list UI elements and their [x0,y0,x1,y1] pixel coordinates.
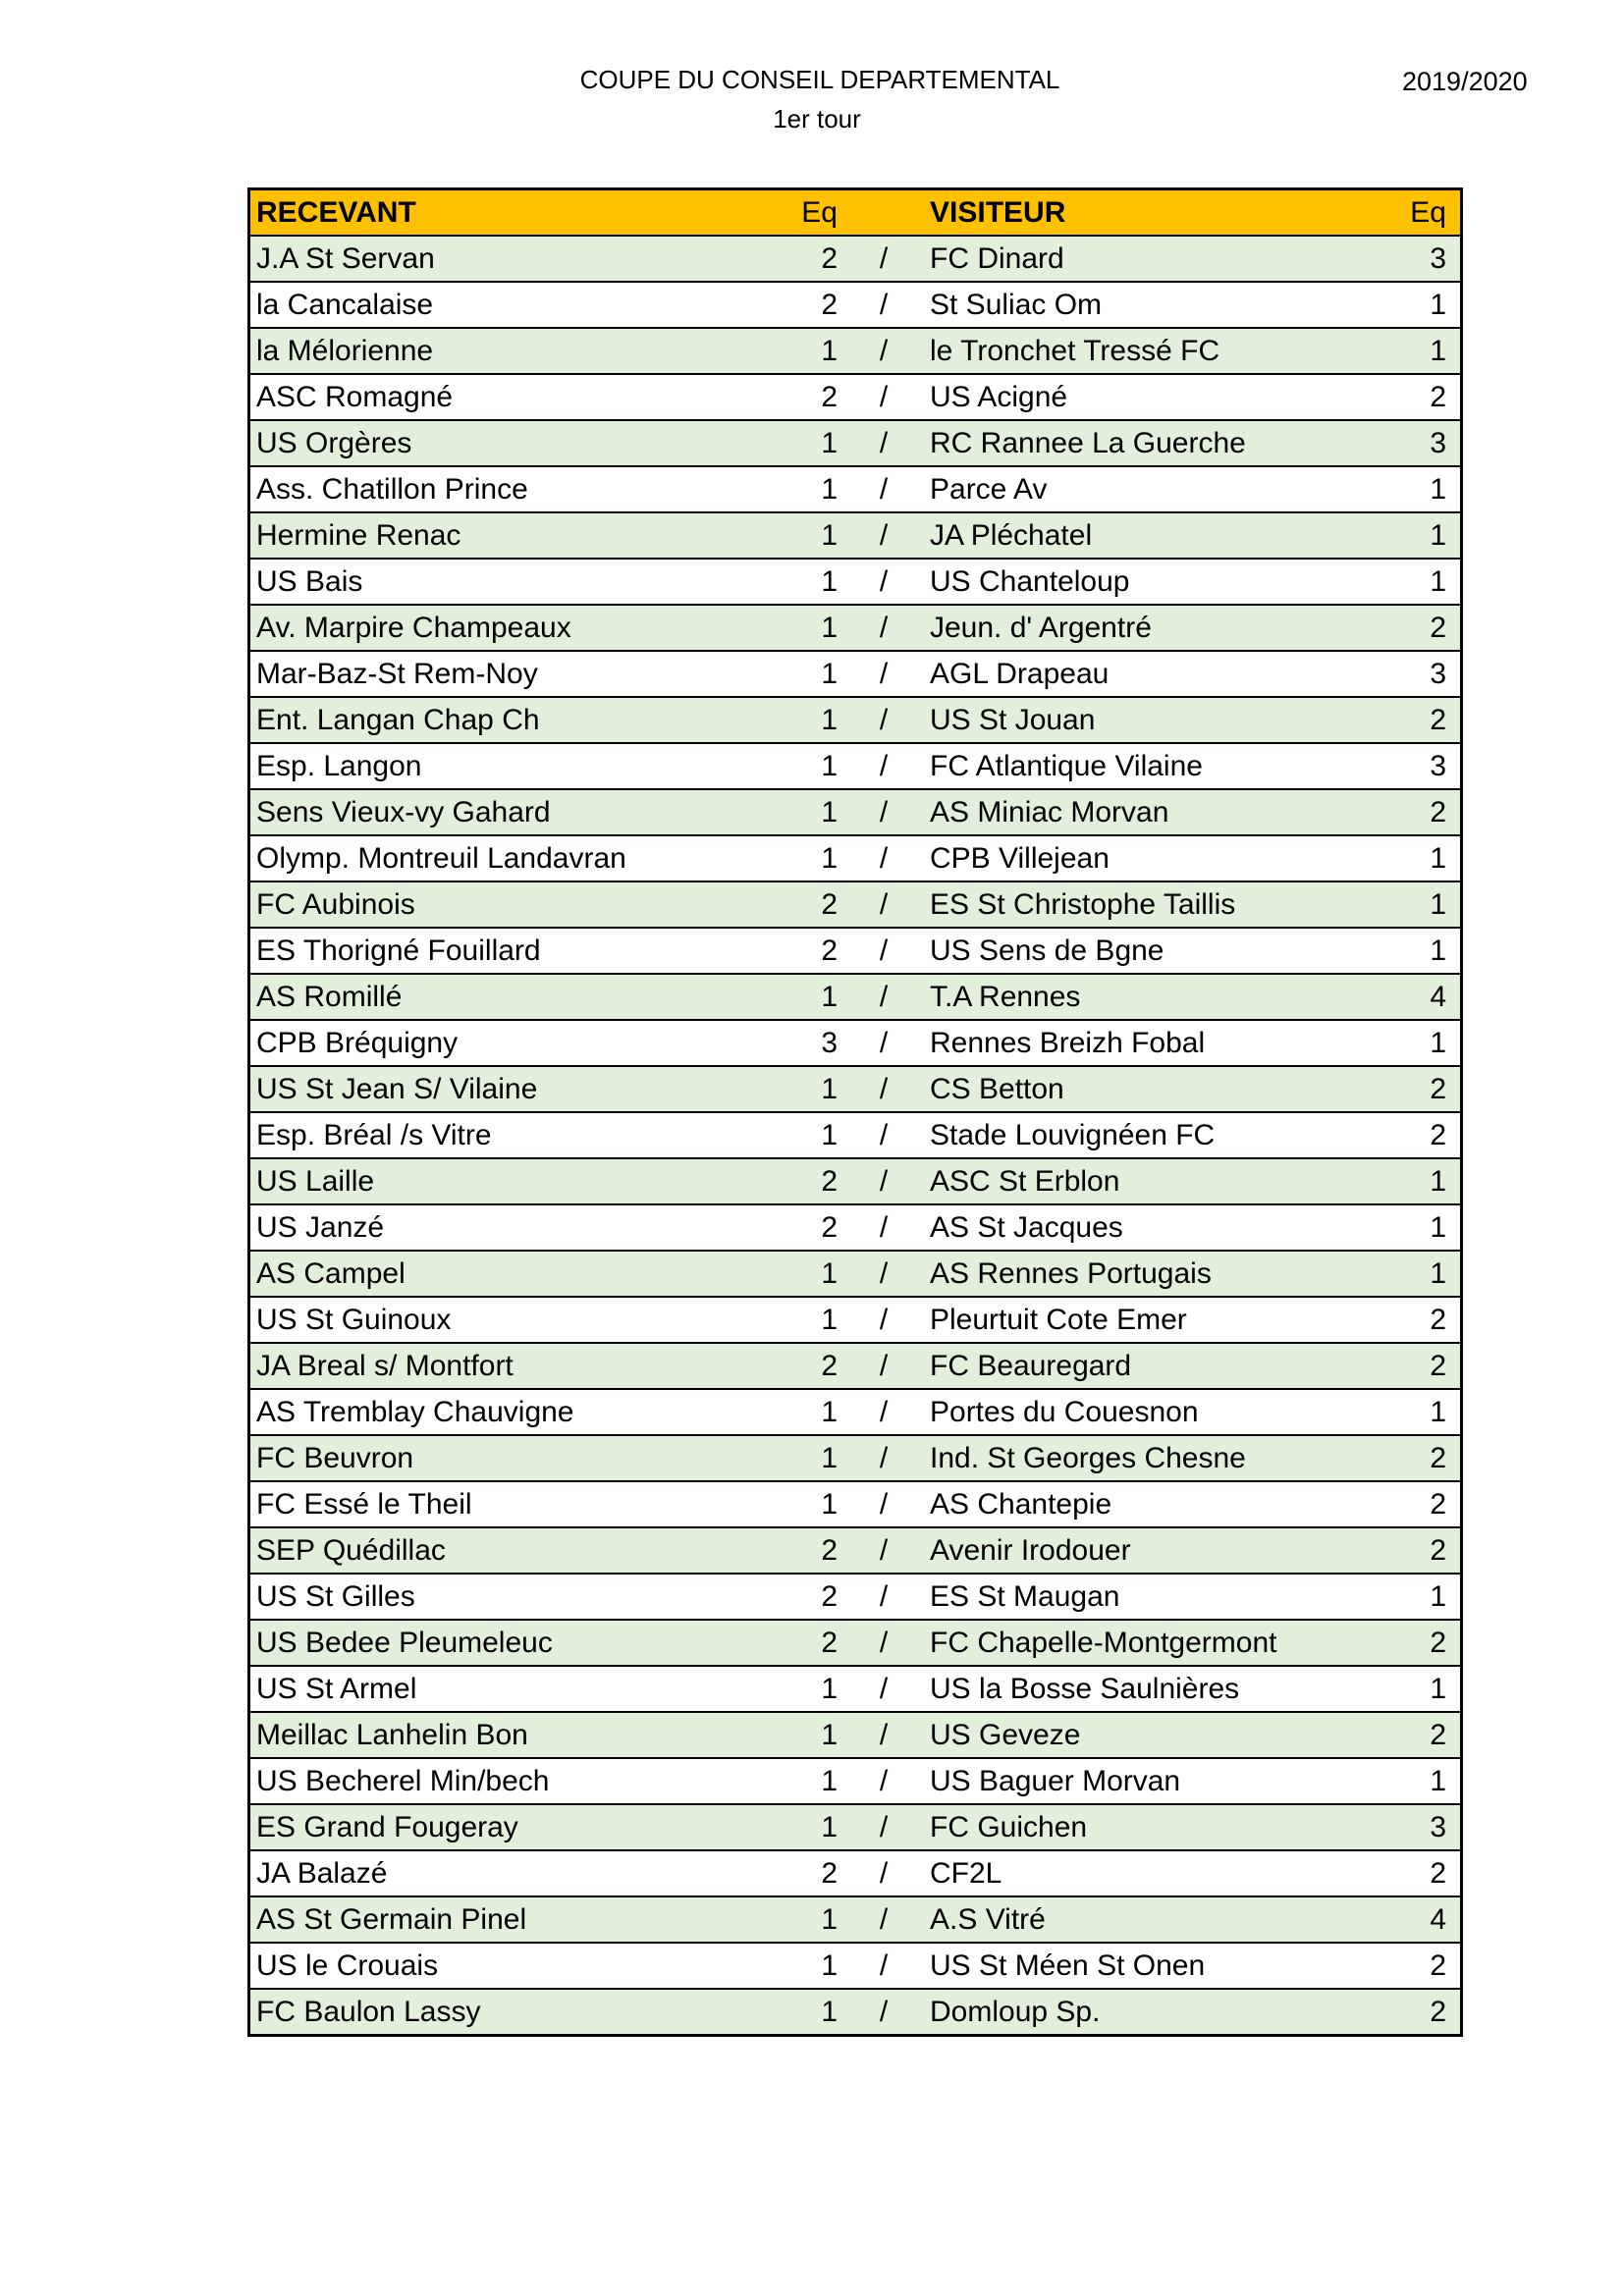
home-team-eq: 2 [714,1574,843,1620]
home-team: JA Breal s/ Montfort [249,1343,715,1389]
match-separator: / [843,928,924,974]
match-separator: / [843,1435,924,1481]
away-team-eq: 2 [1309,1712,1462,1758]
table-row [249,328,1462,374]
table-row [249,1112,1462,1158]
table-row [249,1251,1462,1297]
match-separator: / [843,1297,924,1343]
home-team: US Bedee Pleumeleuc [249,1620,715,1666]
home-team: FC Beuvron [249,1435,715,1481]
table-row [249,1804,1462,1850]
away-team-eq: 2 [1309,789,1462,835]
away-team: A.S Vitré [924,1896,1309,1943]
away-team: US Baguer Morvan [924,1758,1309,1804]
away-team-eq: 1 [1309,1204,1462,1251]
match-separator: / [843,374,924,420]
table-row [249,1481,1462,1527]
away-team-eq: 2 [1309,1989,1462,2036]
home-team: US Orgères [249,420,715,466]
home-team: CPB Bréquigny [249,1020,715,1066]
home-team: ASC Romagné [249,374,715,420]
draw-table [247,187,1463,2037]
match-separator: / [843,282,924,328]
away-team-eq: 1 [1309,835,1462,881]
away-team: ES St Maugan [924,1574,1309,1620]
match-separator: / [843,420,924,466]
home-team-eq: 2 [714,1343,843,1389]
away-team: US St Méen St Onen [924,1943,1309,1989]
home-team: ES Grand Fougeray [249,1804,715,1850]
away-team-eq: 2 [1309,1435,1462,1481]
home-team-eq: 1 [714,1804,843,1850]
away-team: AS Miniac Morvan [924,789,1309,835]
match-separator: / [843,743,924,789]
home-team: Sens Vieux-vy Gahard [249,789,715,835]
away-team: FC Chapelle-Montgermont [924,1620,1309,1666]
match-separator: / [843,1666,924,1712]
home-team-eq: 2 [714,1527,843,1574]
away-team-eq: 2 [1309,1850,1462,1896]
away-team: Stade Louvignéen FC [924,1112,1309,1158]
home-team-eq: 1 [714,1297,843,1343]
match-separator: / [843,1020,924,1066]
away-team-eq: 1 [1309,1758,1462,1804]
table-row [249,1574,1462,1620]
away-team: Domloup Sp. [924,1989,1309,2036]
away-team-eq: 3 [1309,420,1462,466]
home-team: AS St Germain Pinel [249,1896,715,1943]
away-team: US Geveze [924,1712,1309,1758]
table-row [249,1666,1462,1712]
away-team-eq: 2 [1309,1297,1462,1343]
table-row [249,789,1462,835]
match-separator: / [843,1112,924,1158]
home-team: Ass. Chatillon Prince [249,466,715,512]
home-team-eq: 1 [714,420,843,466]
away-team: US Acigné [924,374,1309,420]
table-row [249,1527,1462,1574]
match-separator: / [843,974,924,1020]
document-title: COUPE DU CONSEIL DEPARTEMENTAL [579,65,1060,94]
home-team-eq: 2 [714,374,843,420]
away-team: ASC St Erblon [924,1158,1309,1204]
table-row [249,1620,1462,1666]
away-team: AS Chantepie [924,1481,1309,1527]
match-separator: / [843,1066,924,1112]
column-header-home: RECEVANT [249,189,715,237]
away-team: AGL Drapeau [924,651,1309,697]
home-team-eq: 1 [714,559,843,605]
home-team-eq: 1 [714,1943,843,1989]
match-separator: / [843,605,924,651]
home-team: US Laille [249,1158,715,1204]
away-team-eq: 3 [1309,743,1462,789]
match-separator: / [843,697,924,743]
home-team: AS Campel [249,1251,715,1297]
home-team: la Cancalaise [249,282,715,328]
match-separator: / [843,835,924,881]
away-team-eq: 2 [1309,1943,1462,1989]
table-row [249,881,1462,928]
match-separator: / [843,1896,924,1943]
home-team-eq: 2 [714,928,843,974]
home-team-eq: 1 [714,328,843,374]
table-row [249,1297,1462,1343]
home-team-eq: 1 [714,1666,843,1712]
away-team: Ind. St Georges Chesne [924,1435,1309,1481]
table-row [249,1020,1462,1066]
match-separator: / [843,559,924,605]
home-team: US St Armel [249,1666,715,1712]
home-team-eq: 1 [714,1389,843,1435]
table-row [249,1158,1462,1204]
away-team: CPB Villejean [924,835,1309,881]
away-team: US la Bosse Saulnières [924,1666,1309,1712]
away-team: Parce Av [924,466,1309,512]
home-team: Hermine Renac [249,512,715,559]
away-team: le Tronchet Tressé FC [924,328,1309,374]
away-team: US Chanteloup [924,559,1309,605]
home-team-eq: 2 [714,236,843,282]
table-row [249,1712,1462,1758]
column-header-away: VISITEUR [924,189,1309,237]
away-team-eq: 1 [1309,928,1462,974]
away-team: Rennes Breizh Fobal [924,1020,1309,1066]
table-row [249,1389,1462,1435]
away-team-eq: 2 [1309,697,1462,743]
away-team-eq: 2 [1309,1527,1462,1574]
table-row [249,974,1462,1020]
match-separator: / [843,328,924,374]
home-team: Esp. Langon [249,743,715,789]
away-team: FC Beauregard [924,1343,1309,1389]
home-team-eq: 1 [714,835,843,881]
match-separator: / [843,1989,924,2036]
away-team-eq: 1 [1309,328,1462,374]
header-row [249,189,1462,237]
match-separator: / [843,1758,924,1804]
home-team-eq: 1 [714,1896,843,1943]
match-separator: / [843,512,924,559]
home-team: AS Tremblay Chauvigne [249,1389,715,1435]
home-team: Olymp. Montreuil Landavran [249,835,715,881]
match-separator: / [843,1712,924,1758]
away-team-eq: 1 [1309,559,1462,605]
column-header-away-eq: Eq [1309,189,1462,237]
home-team-eq: 1 [714,743,843,789]
away-team-eq: 1 [1309,1389,1462,1435]
home-team-eq: 1 [714,1989,843,2036]
match-separator: / [843,1527,924,1574]
home-team: JA Balazé [249,1850,715,1896]
match-separator: / [843,1343,924,1389]
home-team: Esp. Bréal /s Vitre [249,1112,715,1158]
home-team: US Becherel Min/bech [249,1758,715,1804]
home-team: FC Essé le Theil [249,1481,715,1527]
away-team-eq: 1 [1309,1158,1462,1204]
home-team-eq: 1 [714,605,843,651]
match-separator: / [843,1251,924,1297]
home-team-eq: 2 [714,881,843,928]
away-team-eq: 2 [1309,374,1462,420]
table-row [249,512,1462,559]
table-row [249,1758,1462,1804]
home-team: J.A St Servan [249,236,715,282]
away-team-eq: 3 [1309,236,1462,282]
away-team: FC Atlantique Vilaine [924,743,1309,789]
away-team: AS Rennes Portugais [924,1251,1309,1297]
match-separator: / [843,1574,924,1620]
home-team-eq: 1 [714,789,843,835]
home-team-eq: 1 [714,1112,843,1158]
away-team-eq: 1 [1309,466,1462,512]
away-team: CS Betton [924,1066,1309,1112]
home-team: Mar-Baz-St Rem-Noy [249,651,715,697]
home-team-eq: 1 [714,1251,843,1297]
match-separator: / [843,881,924,928]
home-team-eq: 1 [714,1758,843,1804]
away-team: Jeun. d' Argentré [924,605,1309,651]
match-separator: / [843,1943,924,1989]
home-team-eq: 1 [714,697,843,743]
home-team-eq: 2 [714,1158,843,1204]
table-row [249,928,1462,974]
home-team: ES Thorigné Fouillard [249,928,715,974]
match-separator: / [843,1158,924,1204]
match-separator: / [843,651,924,697]
away-team: T.A Rennes [924,974,1309,1020]
away-team: FC Dinard [924,236,1309,282]
table-row [249,1066,1462,1112]
match-rows [249,236,1462,2036]
home-team: US Janzé [249,1204,715,1251]
away-team-eq: 2 [1309,1620,1462,1666]
home-team-eq: 1 [714,1481,843,1527]
away-team: CF2L [924,1850,1309,1896]
home-team: FC Aubinois [249,881,715,928]
table-row [249,1989,1462,2036]
match-separator: / [843,1804,924,1850]
match-separator: / [843,236,924,282]
home-team-eq: 1 [714,974,843,1020]
away-team: Pleurtuit Cote Emer [924,1297,1309,1343]
table-row [249,1896,1462,1943]
home-team: US St Guinoux [249,1297,715,1343]
home-team-eq: 1 [714,512,843,559]
home-team: FC Baulon Lassy [249,1989,715,2036]
home-team: AS Romillé [249,974,715,1020]
match-separator: / [843,1850,924,1896]
table-row [249,236,1462,282]
away-team-eq: 2 [1309,1343,1462,1389]
column-header-home-eq: Eq [714,189,843,237]
column-header-separator [843,189,924,237]
match-separator: / [843,466,924,512]
home-team: US le Crouais [249,1943,715,1989]
away-team-eq: 2 [1309,1066,1462,1112]
away-team: Portes du Couesnon [924,1389,1309,1435]
home-team: Av. Marpire Champeaux [249,605,715,651]
home-team-eq: 2 [714,1204,843,1251]
match-separator: / [843,1204,924,1251]
away-team: AS St Jacques [924,1204,1309,1251]
away-team-eq: 2 [1309,1112,1462,1158]
home-team-eq: 1 [714,466,843,512]
away-team: St Suliac Om [924,282,1309,328]
match-separator: / [843,1389,924,1435]
away-team: US Sens de Bgne [924,928,1309,974]
table-row [249,1850,1462,1896]
away-team-eq: 1 [1309,1251,1462,1297]
away-team: US St Jouan [924,697,1309,743]
away-team-eq: 1 [1309,881,1462,928]
season-label: 2019/2020 [1402,67,1528,96]
home-team-eq: 2 [714,282,843,328]
away-team-eq: 1 [1309,1020,1462,1066]
table-row [249,1343,1462,1389]
table-row [249,605,1462,651]
home-team: Meillac Lanhelin Bon [249,1712,715,1758]
away-team: JA Pléchatel [924,512,1309,559]
away-team-eq: 4 [1309,1896,1462,1943]
table-row [249,1435,1462,1481]
away-team-eq: 3 [1309,651,1462,697]
away-team: Avenir Irodouer [924,1527,1309,1574]
home-team: US Bais [249,559,715,605]
home-team: US St Jean S/ Vilaine [249,1066,715,1112]
away-team-eq: 4 [1309,974,1462,1020]
table-row [249,651,1462,697]
table-row [249,697,1462,743]
home-team-eq: 2 [714,1850,843,1896]
home-team-eq: 3 [714,1020,843,1066]
away-team: RC Rannee La Guerche [924,420,1309,466]
home-team-eq: 1 [714,1066,843,1112]
home-team-eq: 1 [714,651,843,697]
home-team: la Mélorienne [249,328,715,374]
table-row [249,1943,1462,1989]
away-team-eq: 2 [1309,605,1462,651]
match-separator: / [843,1620,924,1666]
home-team: Ent. Langan Chap Ch [249,697,715,743]
match-separator: / [843,789,924,835]
away-team: ES St Christophe Taillis [924,881,1309,928]
away-team-eq: 3 [1309,1804,1462,1850]
table-row [249,1204,1462,1251]
round-subtitle: 1er tour [773,104,861,133]
home-team-eq: 1 [714,1712,843,1758]
match-separator: / [843,1481,924,1527]
home-team: US St Gilles [249,1574,715,1620]
away-team: FC Guichen [924,1804,1309,1850]
table-row [249,835,1462,881]
table-row [249,282,1462,328]
away-team-eq: 1 [1309,1666,1462,1712]
home-team-eq: 2 [714,1620,843,1666]
home-team-eq: 1 [714,1435,843,1481]
table-row [249,743,1462,789]
home-team: SEP Quédillac [249,1527,715,1574]
table-row [249,374,1462,420]
table-row [249,466,1462,512]
table-row [249,420,1462,466]
away-team-eq: 1 [1309,282,1462,328]
table-row [249,559,1462,605]
away-team-eq: 2 [1309,1481,1462,1527]
away-team-eq: 1 [1309,1574,1462,1620]
away-team-eq: 1 [1309,512,1462,559]
